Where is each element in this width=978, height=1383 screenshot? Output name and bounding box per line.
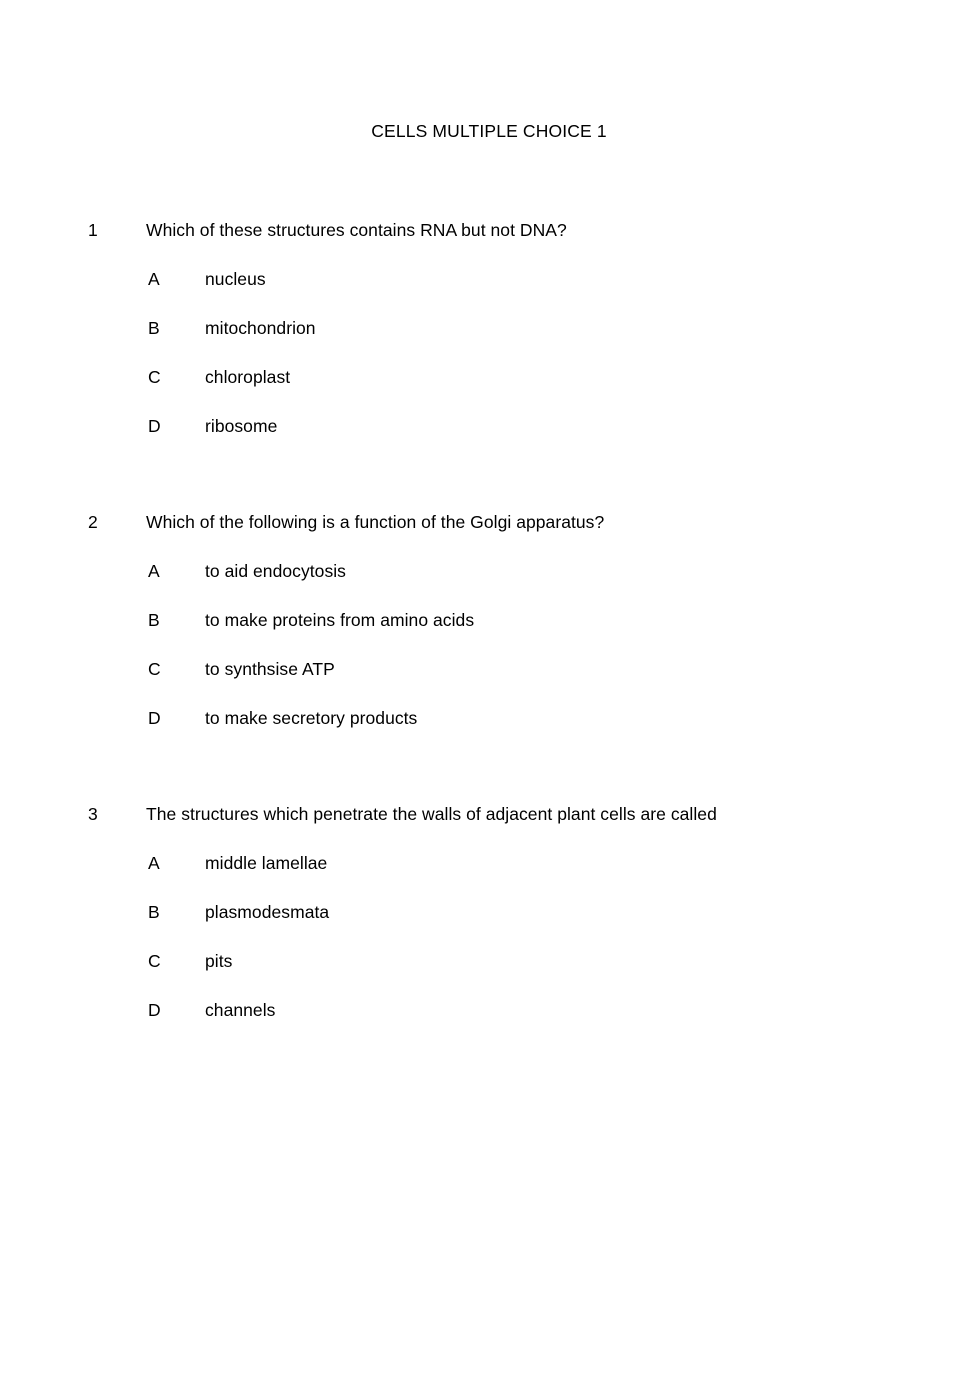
option-row[interactable] [0,557,978,606]
option-letter: B [148,610,160,630]
option-row[interactable] [0,314,978,363]
option-letter: A [148,269,160,289]
option-text: channels [205,1000,276,1020]
option-letter: D [148,708,161,728]
option-row[interactable] [0,849,978,898]
option-text: middle lamellae [205,853,328,873]
question-block [0,216,978,461]
option-text: nucleus [205,269,266,289]
option-row[interactable] [0,606,978,655]
option-letter: A [148,561,160,581]
option-text: pits [205,951,233,971]
question-number: 1 [88,220,98,240]
question-text: The structures which penetrate the walls of adjacent plant cells are called [146,804,717,824]
question-heading [0,216,978,265]
option-letter: B [148,902,160,922]
option-row[interactable] [0,996,978,1045]
option-text: to aid endocytosis [205,561,346,581]
option-letter: C [148,951,161,971]
option-row[interactable] [0,898,978,947]
page-title: CELLS MULTIPLE CHOICE 1 [371,121,607,141]
question-heading [0,800,978,849]
option-text: mitochondrion [205,318,316,338]
option-text: to make proteins from amino acids [205,610,475,630]
option-text: plasmodesmata [205,902,330,922]
option-letter: C [148,659,161,679]
question-block [0,800,978,1045]
option-letter: D [148,416,161,436]
question-number: 2 [88,512,98,532]
option-text: chloroplast [205,367,291,387]
option-letter: C [148,367,161,387]
question-number: 3 [88,804,98,824]
question-text: Which of the following is a function of the Golgi apparatus? [146,512,605,532]
option-text: ribosome [205,416,278,436]
question-block [0,508,978,753]
option-row[interactable] [0,947,978,996]
questions-list [0,216,978,1092]
option-row[interactable] [0,265,978,314]
option-letter: A [148,853,160,873]
option-letter: D [148,1000,161,1020]
question-text: Which of these structures contains RNA but not DNA? [146,220,567,240]
option-row[interactable] [0,704,978,753]
question-heading [0,508,978,557]
option-text: to make secretory products [205,708,418,728]
option-text: to synthsise ATP [205,659,335,679]
option-row[interactable] [0,655,978,704]
option-row[interactable] [0,412,978,461]
option-row[interactable] [0,363,978,412]
option-letter: B [148,318,160,338]
